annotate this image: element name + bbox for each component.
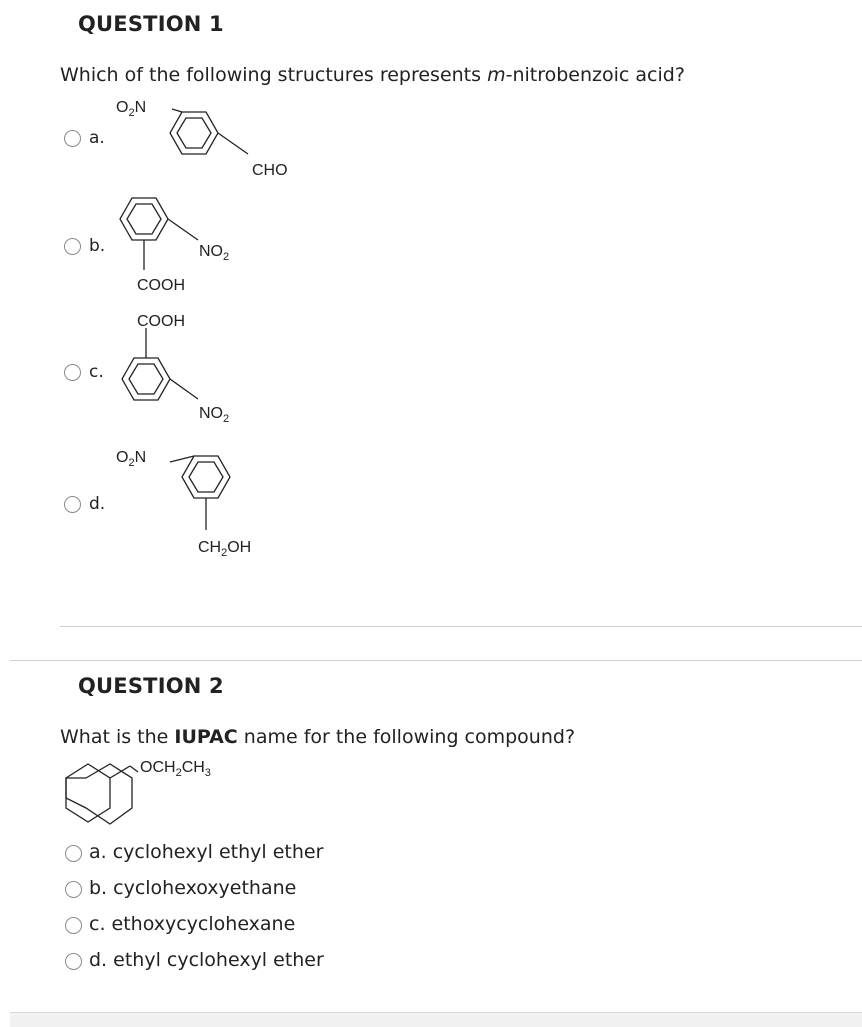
q2-option-b-text: b. cyclohexoxyethane: [89, 877, 297, 899]
q1-option-a-cho: CHO: [252, 162, 288, 179]
q1-option-d-ch2oh: $CH_2OH$: [198, 539, 252, 559]
question-1-prompt-italic: m: [487, 64, 506, 86]
question-1-prompt-post: -nitrobenzoic acid?: [505, 64, 685, 86]
q1-option-c-no2: $NO_2$: [199, 405, 230, 425]
question-1-prompt: [60, 64, 685, 86]
q2-option-d-radio[interactable]: [65, 953, 82, 970]
q1-option-d-radio[interactable]: [64, 496, 81, 513]
q1-option-a-label: a.: [89, 128, 105, 148]
q1-option-c-structure: [100, 302, 300, 432]
question-2-prompt-post: name for the following compound?: [237, 726, 576, 748]
q2-option-d-text: d. ethyl cyclohexyl ether: [89, 949, 324, 971]
q1-option-a-radio[interactable]: [64, 130, 81, 147]
q1-option-d-label: d.: [89, 494, 106, 514]
q1-option-d-o2n: $O_2N$: [116, 449, 147, 469]
q1-option-b-structure: [100, 186, 300, 306]
q1-option-c-label: c.: [89, 362, 104, 382]
q2-option-c-text: c. ethoxycyclohexane: [89, 913, 296, 935]
q1-option-b-radio[interactable]: [64, 238, 81, 255]
q1-option-b-no2: $NO_2$: [199, 243, 230, 263]
question-2-prompt-pre: What is the: [60, 726, 175, 748]
q1-option-a-structure: [100, 90, 320, 190]
q2-option-c-radio[interactable]: [65, 917, 82, 934]
q1-option-c-radio[interactable]: [64, 364, 81, 381]
q2-option-a-radio[interactable]: [65, 845, 82, 862]
q1-option-b-cooh: COOH: [137, 277, 185, 294]
divider-q1-end: [60, 626, 862, 627]
q2-structure-och2ch3: $OCH_2CH_3$: [140, 759, 211, 779]
q1-option-b-label: b.: [89, 236, 106, 256]
question-2-prompt-bold: IUPAC: [174, 726, 238, 748]
question-2-title: QUESTION 2: [78, 674, 224, 698]
next-section-bar: [10, 1012, 862, 1027]
q1-option-a-o2n: $O_2N$: [116, 99, 147, 119]
question-1-title: QUESTION 1: [78, 12, 224, 36]
question-1-prompt-pre: Which of the following structures represents: [60, 64, 488, 86]
q1-option-c-cooh: COOH: [137, 313, 185, 330]
q2-option-b-radio[interactable]: [65, 881, 82, 898]
q1-option-d-structure: [100, 432, 320, 562]
q2-option-a-text: a. cyclohexyl ethyl ether: [89, 841, 324, 863]
q2-structure: [56, 752, 296, 842]
divider-q2-start: [10, 660, 862, 661]
question-2-prompt: [60, 726, 575, 748]
